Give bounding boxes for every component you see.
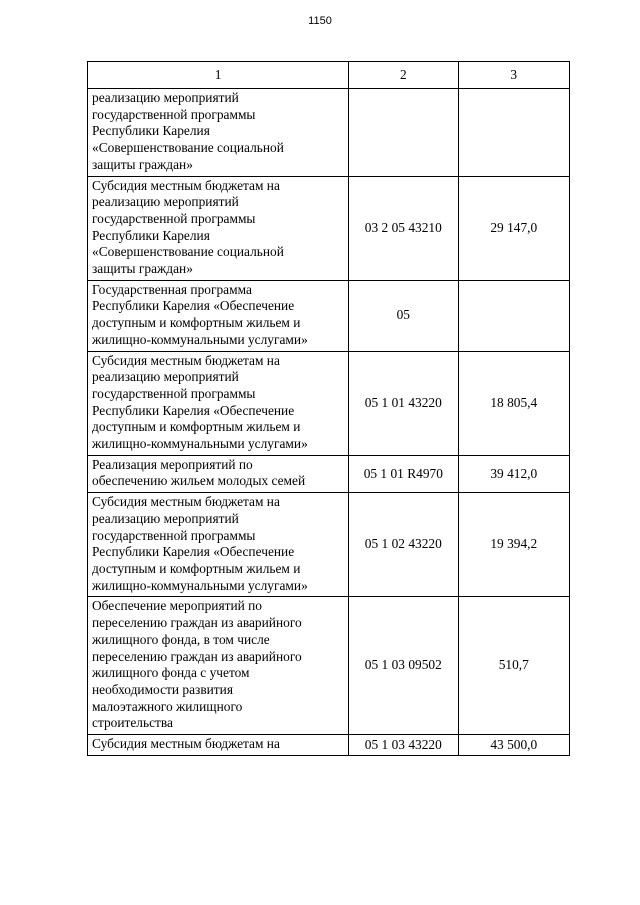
table-row (88, 455, 570, 492)
description-line: жилищно-коммунальными услугами» (92, 331, 308, 347)
row-amount: 39 412,0 (458, 455, 569, 492)
description-line: реализацию мероприятий (92, 194, 239, 210)
description-line: реализацию мероприятий (92, 90, 239, 105)
row-amount (458, 280, 569, 351)
description-line: «Совершенствование социальной (92, 244, 284, 260)
row-amount: 510,7 (458, 597, 569, 735)
row-amount: 19 394,2 (458, 493, 569, 597)
description-line: жилищно-коммунальными услугами» (92, 436, 308, 452)
table-row (88, 597, 570, 735)
row-description (88, 280, 349, 351)
table-row (88, 351, 570, 455)
description-line: жилищного фонда с учетом (92, 665, 250, 681)
row-amount: 18 805,4 (458, 351, 569, 455)
table-row (88, 89, 570, 177)
row-description (88, 176, 349, 280)
description-line: Республики Карелия «Обеспечение (92, 402, 295, 418)
description-line: реализацию мероприятий (92, 369, 239, 385)
description-line: жилищного фонда, в том числе (92, 631, 270, 647)
description-line: реализацию мероприятий (92, 510, 239, 526)
row-description (88, 597, 349, 735)
table-row (88, 493, 570, 597)
description-line: доступным и комфортным жильем и (92, 419, 301, 435)
row-code (349, 89, 458, 177)
row-description (88, 351, 349, 455)
row-amount: 29 147,0 (458, 176, 569, 280)
description-line: переселению граждан из аварийного (92, 648, 302, 664)
description-line: Субсидия местным бюджетам на (92, 352, 280, 368)
table-header-row (88, 62, 570, 89)
description-line: переселению граждан из аварийного (92, 615, 302, 631)
column-header-2: 2 (349, 62, 458, 89)
description-line: Субсидия местным бюджетам на (92, 177, 280, 193)
row-code: 05 1 03 43220 (349, 735, 458, 756)
description-line: государственной программы (92, 527, 256, 543)
table-row (88, 735, 570, 756)
page-number: 1150 (308, 15, 332, 27)
description-line: обеспечению жильем молодых семей (92, 473, 306, 489)
description-line: Государственная программа (92, 281, 252, 297)
column-header-3: 3 (458, 62, 569, 89)
row-amount (458, 89, 569, 177)
description-line: государственной программы (92, 385, 256, 401)
description-line: Республики Карелия «Обеспечение (92, 544, 295, 560)
description-line: Субсидия местным бюджетам на (92, 736, 280, 752)
description-line: Республики Карелия (92, 227, 210, 243)
column-header-1: 1 (88, 62, 349, 89)
description-line: доступным и комфортным жильем и (92, 560, 301, 576)
table-row (88, 176, 570, 280)
description-line: доступным и комфортным жильем и (92, 315, 301, 331)
description-line: жилищно-коммунальными услугами» (92, 577, 308, 593)
description-line: защиты граждан» (92, 261, 193, 277)
row-amount: 43 500,0 (458, 735, 569, 756)
row-description (88, 455, 349, 492)
row-code: 05 1 01 R4970 (349, 455, 458, 492)
description-line: Республики Карелия «Обеспечение (92, 298, 295, 314)
row-description (88, 735, 349, 756)
table-row (88, 280, 570, 351)
description-line: Обеспечение мероприятий по (92, 598, 262, 614)
row-code: 05 (349, 280, 458, 351)
budget-table (87, 61, 570, 756)
description-line: государственной программы (92, 106, 256, 122)
description-line: «Совершенствование социальной (92, 140, 284, 156)
description-line: необходимости развития (92, 681, 233, 697)
description-line: государственной программы (92, 210, 256, 226)
description-line: защиты граждан» (92, 156, 193, 172)
description-line: Реализация мероприятий по (92, 456, 253, 472)
row-code: 05 1 01 43220 (349, 351, 458, 455)
row-code: 05 1 02 43220 (349, 493, 458, 597)
description-line: малоэтажного жилищного (92, 698, 243, 714)
description-line: строительства (92, 715, 173, 731)
row-code: 03 2 05 43210 (349, 176, 458, 280)
row-code: 05 1 03 09502 (349, 597, 458, 735)
description-line: Республики Карелия (92, 123, 210, 139)
row-description (88, 493, 349, 597)
description-line: Субсидия местным бюджетам на (92, 494, 280, 510)
row-description (88, 89, 349, 177)
